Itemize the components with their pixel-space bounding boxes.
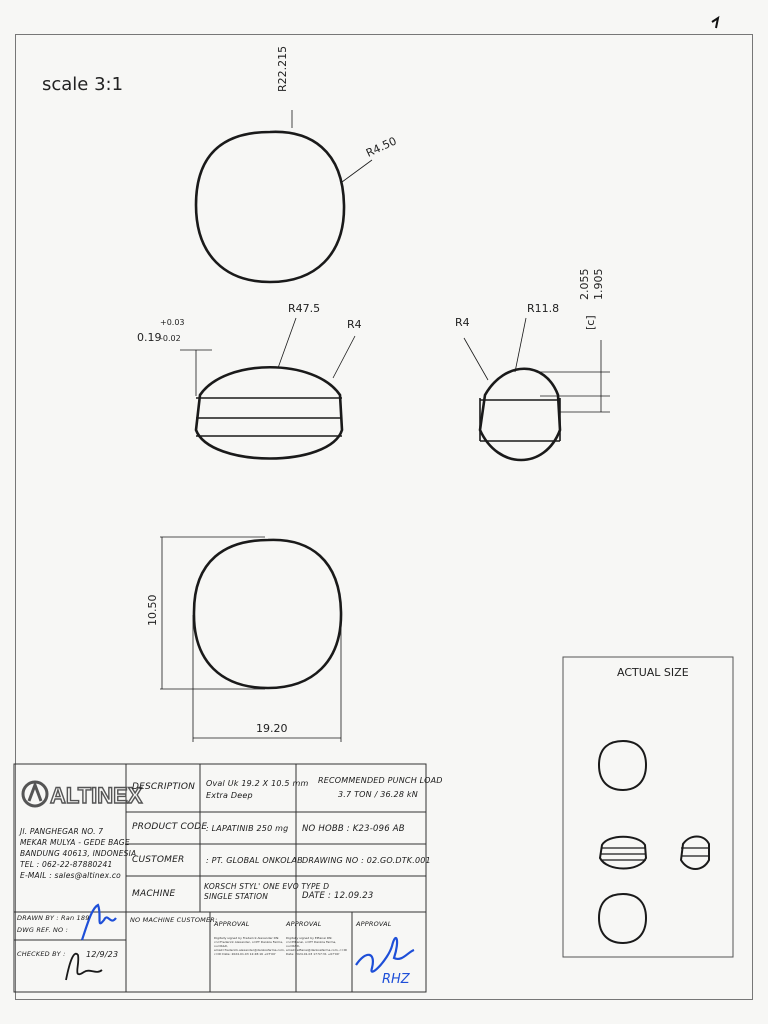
customer-label: CUSTOMER xyxy=(132,855,185,865)
logo-text: ALTINEX xyxy=(50,783,143,808)
scale-label: scale 3:1 xyxy=(42,74,124,95)
machine-label: MACHINE xyxy=(132,889,176,899)
actual-size-box xyxy=(563,657,733,957)
punch-load-value: 3.7 TON / 36.28 kN xyxy=(338,790,418,799)
approval-1-label: APPROVAL xyxy=(214,920,250,928)
dim-r4-side: R4 xyxy=(347,318,362,331)
dim-r47-5: R47.5 xyxy=(288,302,321,315)
top-view-outline xyxy=(196,132,344,282)
approval-1-digital-signature: Digitally signed by Frederick Alexander DN: cn=Frederick Alexander, o=PT Dankos Farma, ou=R&D, email=frederick.alexander@dankosfarma.com, c=ID Date: 2024.01.03 12:48:16 +07'00' xyxy=(214,936,285,956)
signature-initials: RHZ xyxy=(382,972,410,987)
approval-3-label: APPROVAL xyxy=(356,920,392,928)
bottom-view-outline xyxy=(194,540,341,688)
dim-tolerance-minus: -0.02 xyxy=(160,334,181,343)
machine-value: KORSCH STYL' ONE EVO TYPE D SINGLE STATION xyxy=(204,882,330,901)
dim-2-055: 2.055 xyxy=(578,268,591,300)
address-line-1: Jl. PANGHEGAR NO. 7 xyxy=(20,827,104,836)
date-value: DATE : 12.09.23 xyxy=(302,891,374,901)
dim-r22-215: R22.215 xyxy=(276,45,289,92)
dim-width-19-20: 19.20 xyxy=(256,722,288,735)
side-view-outline xyxy=(196,367,342,458)
dim-r4-end: R4 xyxy=(455,316,470,329)
checked-by: CHECKED BY : xyxy=(17,950,66,958)
dimension-lines xyxy=(160,110,610,742)
end-view-outline xyxy=(480,369,560,460)
product-code-label: PRODUCT CODE xyxy=(132,822,208,832)
dim-r4-50: R4.50 xyxy=(364,134,399,160)
drawing-number: DRAWING NO : 02.GO.DTK.001 xyxy=(302,856,431,865)
address-line-3: BANDUNG 40613, INDONESIA xyxy=(20,849,137,858)
dim-tolerance-value: 0.19 xyxy=(137,331,162,344)
approval-2-digital-signature: Digitally signed by Elfianai DN: cn=Elfianai, o=PT Dankos Farma, ou=R&D, email=elfianai@dankosfarma.com, c=ID Date: 2024.01.03 17:57:31 +07'00' xyxy=(286,936,347,956)
hobb-number: NO HOBB : K23-096 AB xyxy=(302,824,405,834)
product-code-value: : LAPATINIB 250 mg xyxy=(206,824,289,833)
actual-size-label: ACTUAL SIZE xyxy=(617,666,689,679)
drawn-by: DRAWN BY : Ran 189 xyxy=(17,914,90,922)
description-value: Oval Uk 19.2 X 10.5 mm Extra Deep xyxy=(206,779,309,800)
company-address xyxy=(20,826,136,881)
checked-date: 12/9/23 xyxy=(86,950,119,959)
actual-size-tablets xyxy=(599,741,709,943)
altinex-logo xyxy=(20,777,143,811)
dwg-ref: DWG REF. NO : xyxy=(17,926,69,934)
punch-load-label: RECOMMENDED PUNCH LOAD xyxy=(318,776,443,785)
address-line-2: MEKAR MULYA - GEDE BAGE xyxy=(20,838,130,847)
dim-height-10-50: 10.50 xyxy=(146,594,159,626)
dim-r11-8: R11.8 xyxy=(527,302,560,315)
address-line-5: E-MAIL : sales@altinex.co xyxy=(20,871,121,880)
approval-2-label: APPROVAL xyxy=(286,920,322,928)
customer-value: : PT. GLOBAL ONKOLAB xyxy=(206,856,303,865)
dim-1-905: 1.905 xyxy=(592,268,605,300)
dim-tolerance-plus: +0.03 xyxy=(160,318,185,327)
description-label: DESCRIPTION xyxy=(132,782,196,792)
address-line-4: TEL : 062-22-87880241 xyxy=(20,860,113,869)
dim-cup-label: [c] xyxy=(584,315,597,330)
no-machine-customer: NO MACHINE CUSTOMER: xyxy=(130,916,218,924)
